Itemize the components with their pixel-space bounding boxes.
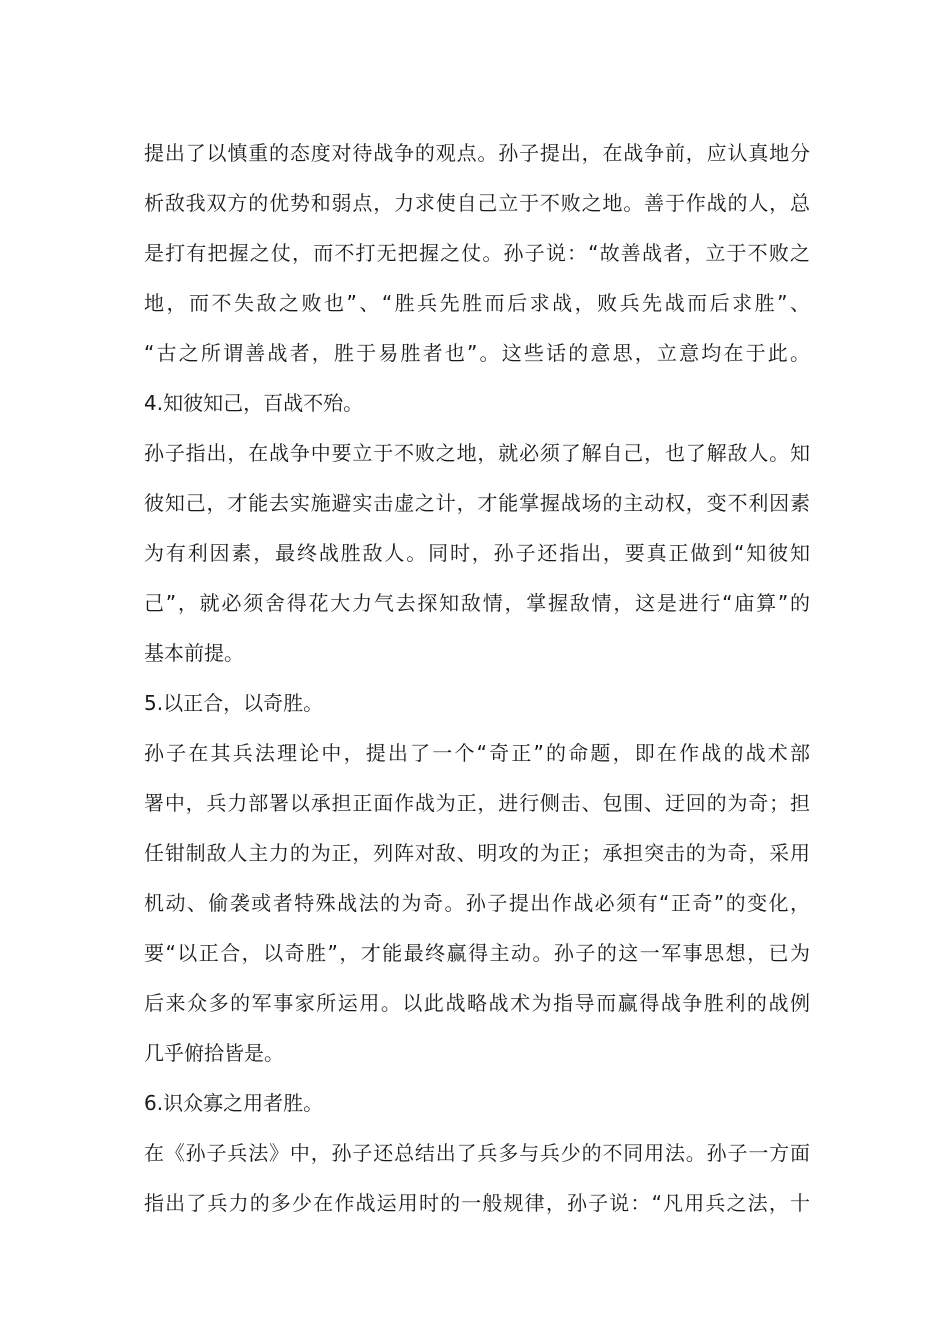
- paragraph-line: 地，而不失敌之败也”、“胜兵先胜而后求战，败兵先战而后求胜”、: [144, 291, 810, 315]
- paragraph-line: 署中，兵力部署以承担正面作战为正，进行侧击、包围、迂回的为奇；担: [144, 791, 810, 815]
- paragraph-line: 机动、偷袭或者特殊战法的为奇。孙子提出作战必须有“正奇”的变化，: [144, 891, 810, 915]
- paragraph-line: 析敌我双方的优势和弱点，力求使自己立于不败之地。善于作战的人，总: [144, 191, 810, 215]
- paragraph-line: 提出了以慎重的态度对待战争的观点。孙子提出，在战争前，应认真地分: [144, 141, 810, 165]
- paragraph-line: 后来众多的军事家所运用。以此战略战术为指导而赢得战争胜利的战例: [144, 991, 810, 1015]
- paragraph-line: 彼知己，才能去实施避实击虚之计，才能掌握战场的主动权，变不利因素: [144, 491, 810, 515]
- paragraph-line: 任钳制敌人主力的为正，列阵对敌、明攻的为正；承担突击的为奇，采用: [144, 841, 810, 865]
- paragraph-line: 要“以正合，以奇胜”，才能最终赢得主动。孙子的这一军事思想，已为: [144, 941, 810, 965]
- paragraph-line: 孙子在其兵法理论中，提出了一个“奇正”的命题，即在作战的战术部: [144, 741, 810, 765]
- section-heading-5: 5.以正合，以奇胜。: [144, 691, 324, 715]
- paragraph-line: 孙子指出，在战争中要立于不败之地，就必须了解自己，也了解敌人。知: [144, 441, 810, 465]
- paragraph-line: 在《孙子兵法》中，孙子还总结出了兵多与兵少的不同用法。孙子一方面: [144, 1141, 810, 1165]
- section-heading-6: 6.识众寡之用者胜。: [144, 1091, 324, 1115]
- paragraph-line: 几乎俯拾皆是。: [144, 1041, 284, 1065]
- paragraph-line: 己”，就必须舍得花大力气去探知敌情，掌握敌情，这是进行“庙算”的: [144, 591, 810, 615]
- paragraph-line: 为有利因素，最终战胜敌人。同时，孙子还指出，要真正做到“知彼知: [144, 541, 810, 565]
- paragraph-line: “古之所谓善战者，胜于易胜者也”。这些话的意思，立意均在于此。: [144, 341, 810, 365]
- paragraph-line: 指出了兵力的多少在作战运用时的一般规律，孙子说：“凡用兵之法，十: [144, 1191, 810, 1215]
- paragraph-line: 是打有把握之仗，而不打无把握之仗。孙子说：“故善战者，立于不败之: [144, 241, 810, 265]
- body-text: [144, 128, 810, 1228]
- section-heading-4: 4.知彼知己，百战不殆。: [144, 391, 364, 415]
- paragraph-line: 基本前提。: [144, 641, 244, 665]
